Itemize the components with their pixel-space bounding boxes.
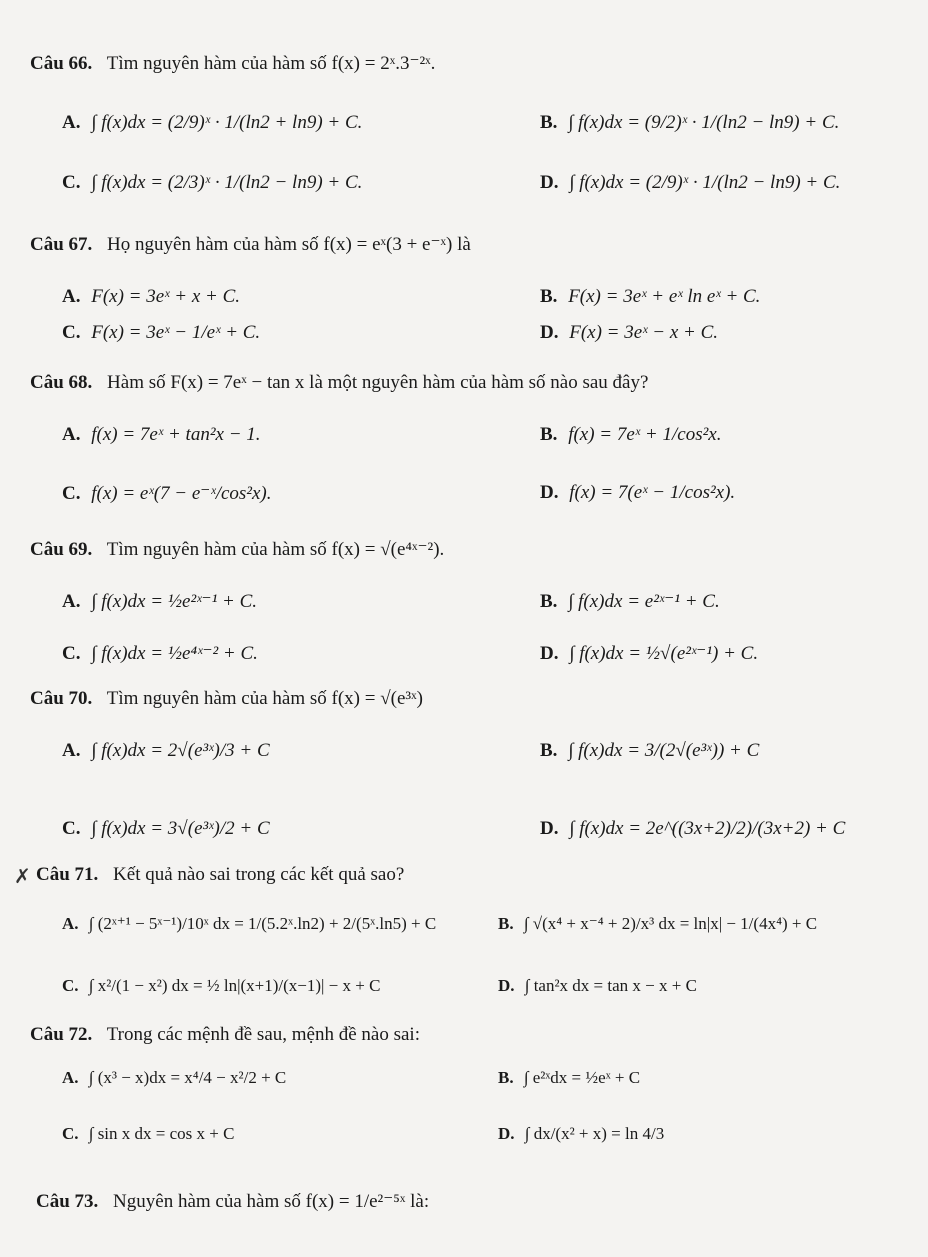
option-label: C.: [62, 322, 81, 343]
option-a: [62, 112, 362, 134]
option-a: [62, 740, 270, 762]
option-text: ∫ √(x⁴ + x⁻⁴ + 2)/x³ dx = ln|x| − 1/(4x⁴) + C: [523, 914, 818, 933]
question-text: Nguyên hàm của hàm số f(x) = 1/e²⁻⁵ˣ là:: [113, 1191, 430, 1212]
option-label: A.: [62, 740, 81, 761]
option-text: ∫ f(x)dx = ½e⁴ˣ⁻² + C.: [91, 643, 258, 664]
option-label: A.: [62, 112, 81, 133]
option-label: D.: [540, 322, 559, 343]
option-b: [540, 424, 721, 446]
option-text: f(x) = 7eˣ + tan²x − 1.: [91, 424, 261, 445]
question-number: Câu 67.: [30, 234, 93, 255]
option-label: D.: [540, 482, 559, 503]
option-c: [62, 482, 272, 505]
option-c: [62, 322, 260, 344]
option-c: [62, 976, 380, 996]
option-label: C.: [62, 643, 81, 664]
option-text: ∫ f(x)dx = ½√(e²ˣ⁻¹) + C.: [569, 643, 759, 664]
option-a: [62, 424, 261, 446]
option-text: f(x) = 7eˣ + 1/cos²x.: [568, 424, 722, 445]
option-text: ∫ f(x)dx = (2/9)ˣ · 1/(ln2 − ln9) + C.: [569, 172, 841, 193]
option-label: B.: [498, 914, 514, 933]
option-label: C.: [62, 172, 81, 193]
option-text: ∫ f(x)dx = ½e²ˣ⁻¹ + C.: [91, 591, 258, 612]
option-text: ∫ f(x)dx = 2√(e³ˣ)/3 + C: [91, 740, 270, 761]
question-text: Tìm nguyên hàm của hàm số f(x) = √(e⁴ˣ⁻²).: [106, 539, 445, 560]
option-text: ∫ dx/(x² + x) = ln 4/3: [524, 1124, 665, 1143]
option-b: [540, 112, 839, 134]
option-text: F(x) = 3eˣ + eˣ ln eˣ + C.: [568, 286, 761, 307]
option-label: C.: [62, 483, 81, 504]
option-label: D.: [498, 1124, 515, 1143]
option-text: f(x) = 7(eˣ − 1/cos²x).: [569, 482, 736, 503]
option-text: F(x) = 3eˣ − 1/eˣ + C.: [91, 322, 261, 343]
option-label: A.: [62, 914, 79, 933]
option-c: [62, 642, 258, 665]
option-text: ∫ sin x dx = cos x + C: [88, 1124, 235, 1143]
option-b: [540, 590, 720, 613]
option-a: [62, 590, 257, 613]
option-text: F(x) = 3eˣ + x + C.: [91, 286, 241, 307]
option-label: A.: [62, 424, 81, 445]
option-a: [62, 286, 240, 308]
option-text: ∫ f(x)dx = 3/(2√(e³ˣ)) + C: [568, 740, 760, 761]
option-text: ∫ f(x)dx = e²ˣ⁻¹ + C.: [568, 591, 720, 612]
option-d: [540, 642, 758, 665]
question-number: Câu 69.: [30, 539, 93, 560]
option-d: [498, 1124, 664, 1144]
option-label: B.: [540, 286, 558, 307]
option-text: ∫ f(x)dx = 2e^((3x+2)/2)/(3x+2) + C: [569, 818, 846, 839]
question-66-header: [30, 52, 435, 75]
option-text: ∫ f(x)dx = (9/2)ˣ · 1/(ln2 − ln9) + C.: [568, 112, 840, 133]
option-d: [540, 322, 718, 344]
option-text: ∫ tan²x dx = tan x − x + C: [524, 976, 697, 995]
option-label: B.: [498, 1068, 514, 1087]
option-label: B.: [540, 740, 558, 761]
question-text: Trong các mệnh đề sau, mệnh đề nào sai:: [106, 1024, 420, 1045]
option-label: B.: [540, 591, 558, 612]
question-68-header: [30, 372, 648, 394]
option-c: [62, 1124, 234, 1144]
question-number: Câu 72.: [30, 1024, 93, 1045]
question-number: Câu 68.: [30, 372, 93, 393]
option-label: C.: [62, 1124, 79, 1143]
question-73-header: [36, 1190, 429, 1213]
option-text: ∫ (x³ − x)dx = x⁴/4 − x²/2 + C: [88, 1068, 287, 1087]
option-a: [62, 914, 436, 934]
option-c: [62, 818, 270, 840]
option-d: [540, 172, 840, 194]
option-a: [62, 1068, 286, 1088]
option-text: ∫ e²ˣdx = ½eˣ + C: [523, 1068, 641, 1087]
option-b: [540, 286, 760, 308]
question-number: Câu 71.: [36, 864, 99, 885]
question-text: Hàm số F(x) = 7eˣ − tan x là một nguyên hàm của hàm số nào sau đây?: [107, 372, 649, 393]
question-72-header: [30, 1024, 420, 1046]
option-label: A.: [62, 286, 81, 307]
option-label: D.: [540, 818, 559, 839]
option-label: B.: [540, 112, 558, 133]
option-text: f(x) = eˣ(7 − e⁻ˣ/cos²x).: [91, 483, 272, 504]
option-b: [498, 1068, 640, 1088]
option-label: A.: [62, 591, 81, 612]
question-number: Câu 70.: [30, 688, 93, 709]
option-b: [498, 914, 817, 934]
option-label: D.: [540, 643, 559, 664]
option-text: ∫ f(x)dx = (2/3)ˣ · 1/(ln2 − ln9) + C.: [91, 172, 363, 193]
option-text: ∫ x²/(1 − x²) dx = ½ ln|(x+1)/(x−1)| − x + C: [88, 976, 381, 995]
option-text: ∫ f(x)dx = (2/9)ˣ · 1/(ln2 + ln9) + C.: [91, 112, 363, 133]
option-d: [540, 482, 735, 504]
question-number: Câu 73.: [36, 1191, 99, 1212]
question-text: Họ nguyên hàm của hàm số f(x) = eˣ(3 + e⁻ˣ) là: [107, 234, 471, 255]
option-label: C.: [62, 976, 79, 995]
option-c: [62, 172, 362, 194]
margin-mark: ✗: [14, 866, 31, 888]
option-label: C.: [62, 818, 81, 839]
option-label: B.: [540, 424, 558, 445]
option-text: ∫ (2ˣ⁺¹ − 5ˣ⁻¹)/10ˣ dx = 1/(5.2ˣ.ln2) + 2/(5ˣ.ln5) + C: [88, 914, 437, 933]
question-71-header: [36, 864, 404, 886]
option-text: F(x) = 3eˣ − x + C.: [569, 322, 719, 343]
option-label: A.: [62, 1068, 79, 1087]
question-69-header: [30, 538, 444, 561]
option-d: [540, 818, 845, 840]
question-70-header: [30, 688, 423, 710]
question-text: Tìm nguyên hàm của hàm số f(x) = 2ˣ.3⁻²ˣ.: [106, 53, 436, 74]
question-number: Câu 66.: [30, 53, 93, 74]
question-67-header: [30, 233, 471, 256]
question-text: Tìm nguyên hàm của hàm số f(x) = √(e³ˣ): [106, 688, 423, 709]
option-label: D.: [540, 172, 559, 193]
option-d: [498, 976, 697, 996]
question-text: Kết quả nào sai trong các kết quả sao?: [113, 864, 405, 885]
option-text: ∫ f(x)dx = 3√(e³ˣ)/2 + C: [91, 818, 270, 839]
option-b: [540, 740, 759, 762]
option-label: D.: [498, 976, 515, 995]
